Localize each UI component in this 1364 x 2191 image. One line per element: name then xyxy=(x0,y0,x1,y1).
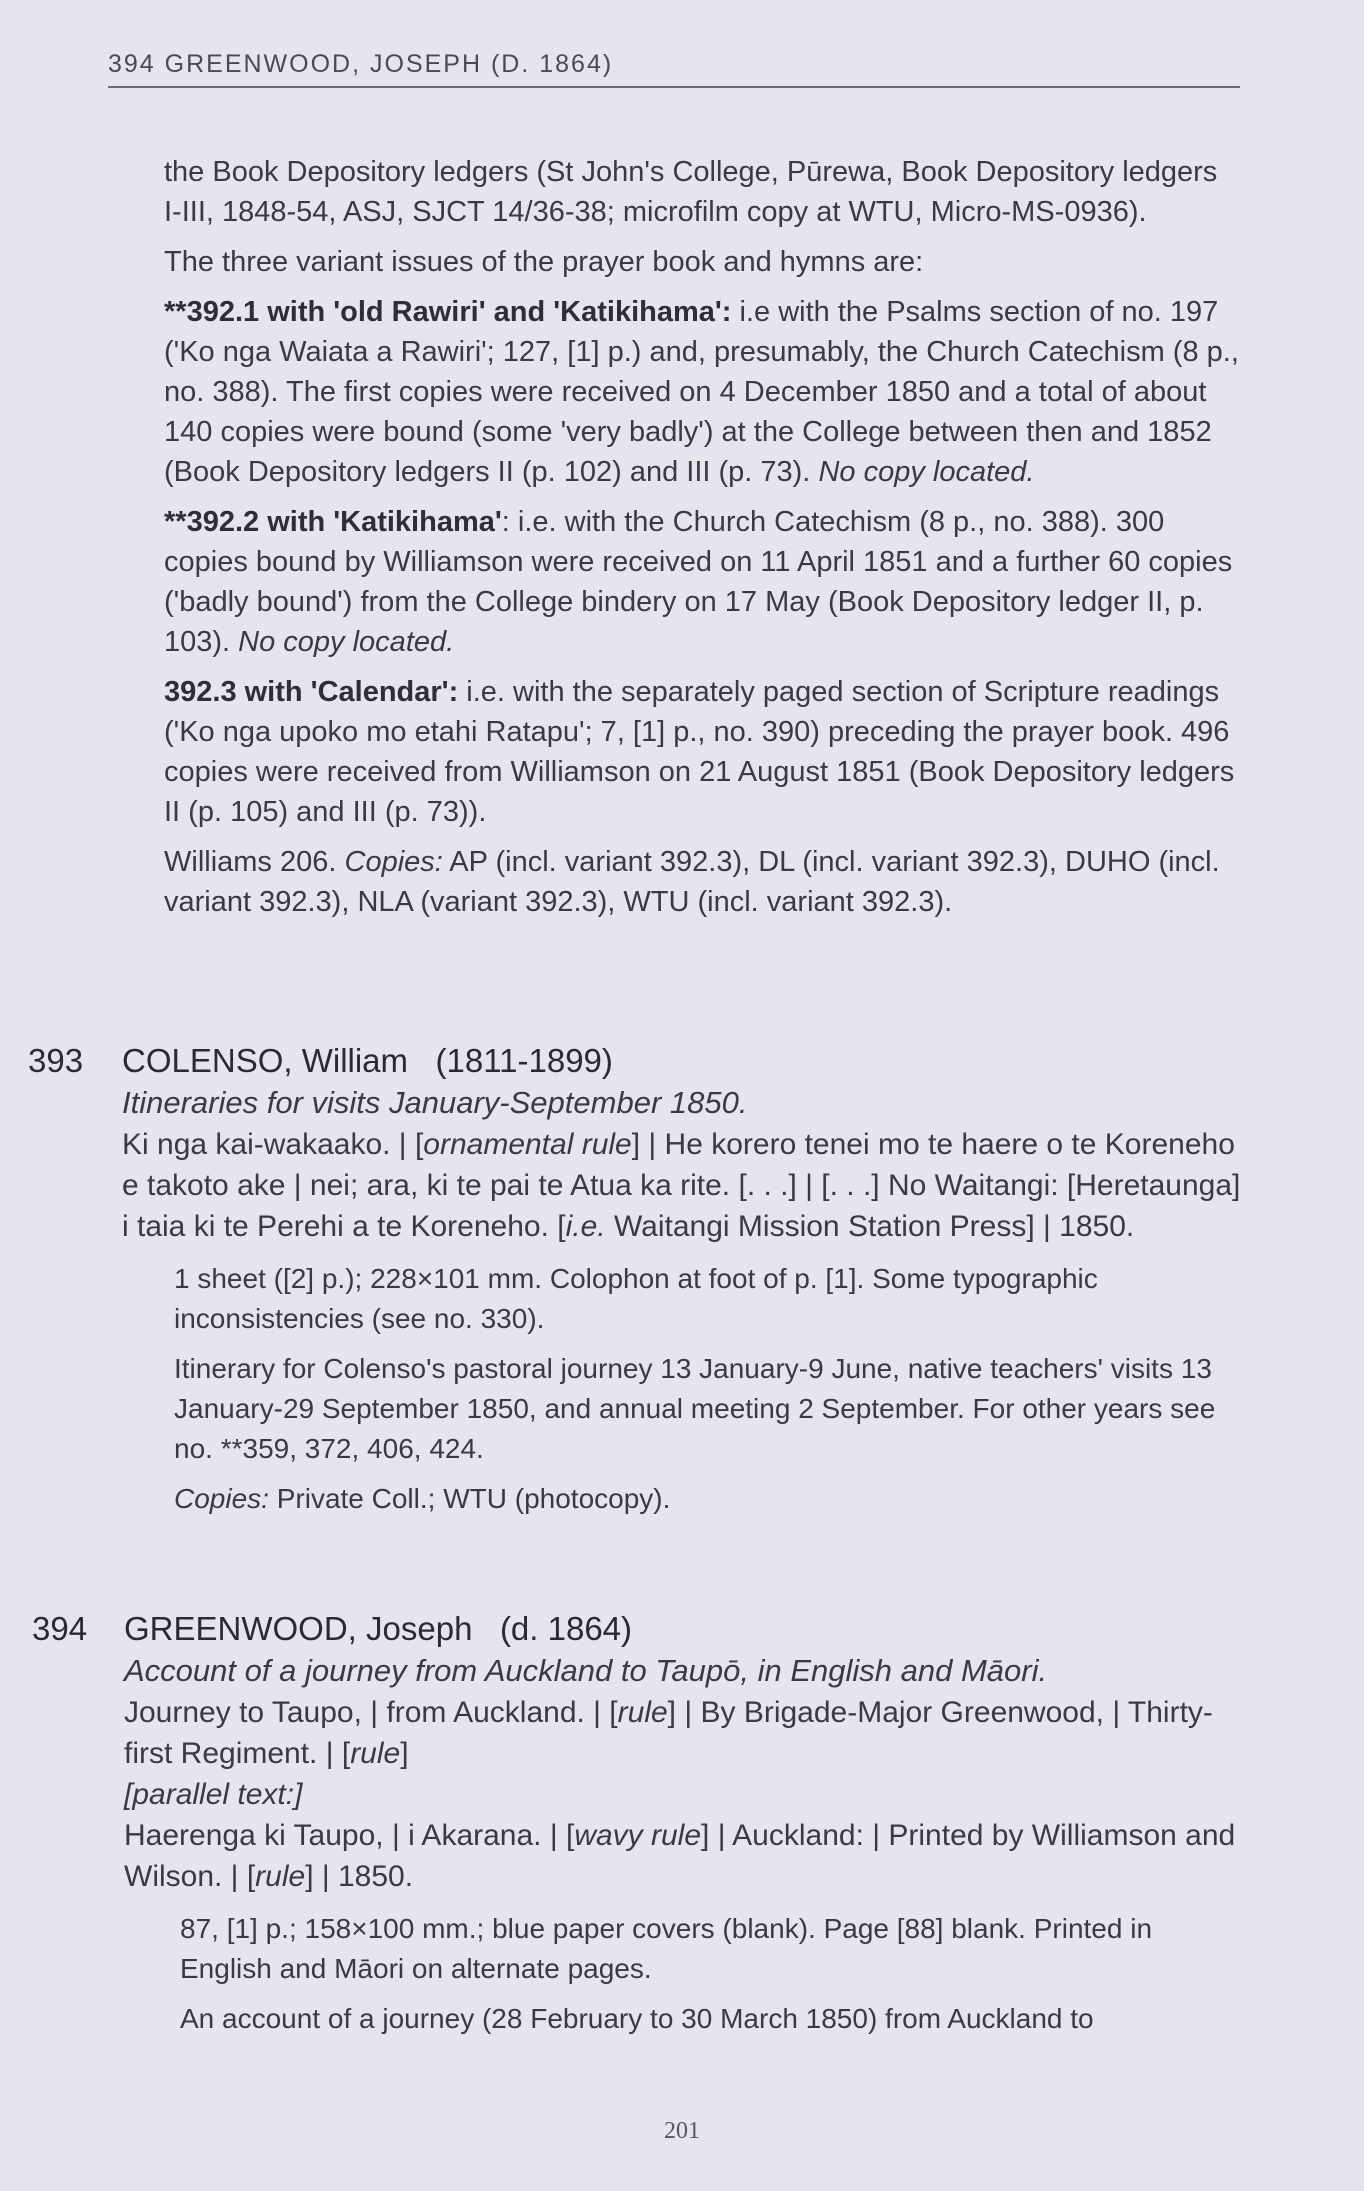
author-dates: (1811-1899) xyxy=(435,1042,613,1079)
entry-392-continuation xyxy=(164,152,1240,932)
entry-number-393: 393 xyxy=(28,1042,84,1079)
entry-heading xyxy=(124,1608,1244,1650)
entry-notes xyxy=(174,1259,1242,1519)
entry-title: Account of a journey from Auckland to Taupō, in English and Māori. xyxy=(124,1653,1048,1688)
author-name: GREENWOOD, Joseph xyxy=(124,1610,473,1647)
copies-label: Copies: xyxy=(344,846,443,878)
variants-lead: The three variant issues of the prayer book and hymns are: xyxy=(164,246,924,278)
variant-text: : i.e. with the Church Catechism (8 p., no. 388). 300 copies bound by Williamson were received on 11 April 1851 and a further 60 copies ('badly bound') from the College bindery on 17 May (Book Depository ledger II, p. 103). xyxy=(164,506,1233,658)
author-dates: (d. 1864) xyxy=(499,1610,633,1647)
entry-394 xyxy=(124,1608,1244,2049)
header-rule xyxy=(108,86,1240,88)
author-name: COLENSO, William xyxy=(122,1042,409,1079)
physical-description: 87, [1] p.; 158×100 mm.; blue paper covers (blank). Page [88] blank. Printed in English and Māori on alternate pages. xyxy=(180,1913,1153,1984)
description: Itinerary for Colenso's pastoral journey 13 January-9 June, native teachers' visits 13 January-29 September 1850, and annual meeting 2 September. For other years see no. **359, 372, 406, 424. xyxy=(174,1353,1216,1464)
physical-description: 1 sheet ([2] p.); 228×101 mm. Colophon at foot of p. [1]. Some typographic inconsistencies (see no. 330). xyxy=(174,1263,1098,1334)
copies-392 xyxy=(164,842,1240,922)
entry-title: Itineraries for visits January-September 1850. xyxy=(122,1085,748,1120)
variant-392-2 xyxy=(164,502,1240,662)
running-head: 394 GREENWOOD, JOSEPH (D. 1864) xyxy=(108,50,614,78)
copies: Copies: Private Coll.; WTU (photocopy). xyxy=(174,1483,671,1514)
entry-heading xyxy=(122,1040,1242,1082)
reference: Williams 206. xyxy=(164,846,345,878)
variant-label: **392.2 with 'Katikihama' xyxy=(164,506,502,538)
parallel-text-label: [parallel text:] xyxy=(124,1778,303,1811)
variant-text: i.e. with the separately paged section of Scripture readings ('Ko nga upoko mo etahi Ratapu'; 7, [1] p., no. 390) preceding the prayer book. 496 copies were received from Williamson on 21 August 1851 (Book Depository ledgers II (p. 105) and III (p. 73)). xyxy=(164,676,1235,828)
variant-label: 392.3 with 'Calendar': xyxy=(164,676,459,708)
copies-text: AP (incl. variant 392.3), DL (incl. variant 392.3), DUHO (incl. variant 392.3), NLA (variant 392.3), WTU (incl. variant 392.3). xyxy=(164,846,1220,918)
entry-number-394: 394 xyxy=(32,1610,88,1647)
transcription: Journey to Taupo, | from Auckland. | [rule] | By Brigade-Major Greenwood, | Thirty-first Regiment. | [rule] xyxy=(124,1696,1213,1770)
page-number: 201 xyxy=(664,2118,700,2144)
variant-392-1 xyxy=(164,292,1240,492)
variant-label: **392.1 with 'old Rawiri' and 'Katikihama': xyxy=(164,296,732,328)
entry-notes xyxy=(180,1909,1244,2039)
variant-text: i.e with the Psalms section of no. 197 ('Ko nga Waiata a Rawiri'; 127, [1] p.) and, presumably, the Church Catechism (8 p., no. 388). The first copies were received on 4 December 1850 and a total of about 140 copies were bound (some 'very badly') at the College between then and 1852 (Book Depository ledgers II (p. 102) and III (p. 73). xyxy=(164,296,1239,488)
entry-393 xyxy=(122,1040,1242,1529)
transcription: Ki nga kai-wakaako. | [ornamental rule] | He korero tenei mo te haere o te Koreneho e takoto ake | nei; ara, ki te pai te Atua ka rite. [. . .] | [. . .] No Waitangi: [Heretaunga] i taia ki te Perehi a te Koreneho. [i.e. Waitangi Mission Station Press] | 1850. xyxy=(122,1128,1241,1243)
intro-paragraph: the Book Depository ledgers (St John's College, Pūrewa, Book Depository ledgers I-III, 1848-54, ASJ, SJCT 14/36-38; microfilm copy at WTU, Micro-MS-0936). xyxy=(164,156,1218,228)
transcription-maori: Haerenga ki Taupo, | i Akarana. | [wavy rule] | Auckland: | Printed by Williamson and Wilson. | [rule] | 1850. xyxy=(124,1819,1236,1893)
variant-392-3 xyxy=(164,672,1240,832)
variant-note: No copy located. xyxy=(818,456,1035,488)
variant-note: No copy located. xyxy=(238,626,455,658)
description: An account of a journey (28 February to 30 March 1850) from Auckland to xyxy=(180,2003,1094,2034)
